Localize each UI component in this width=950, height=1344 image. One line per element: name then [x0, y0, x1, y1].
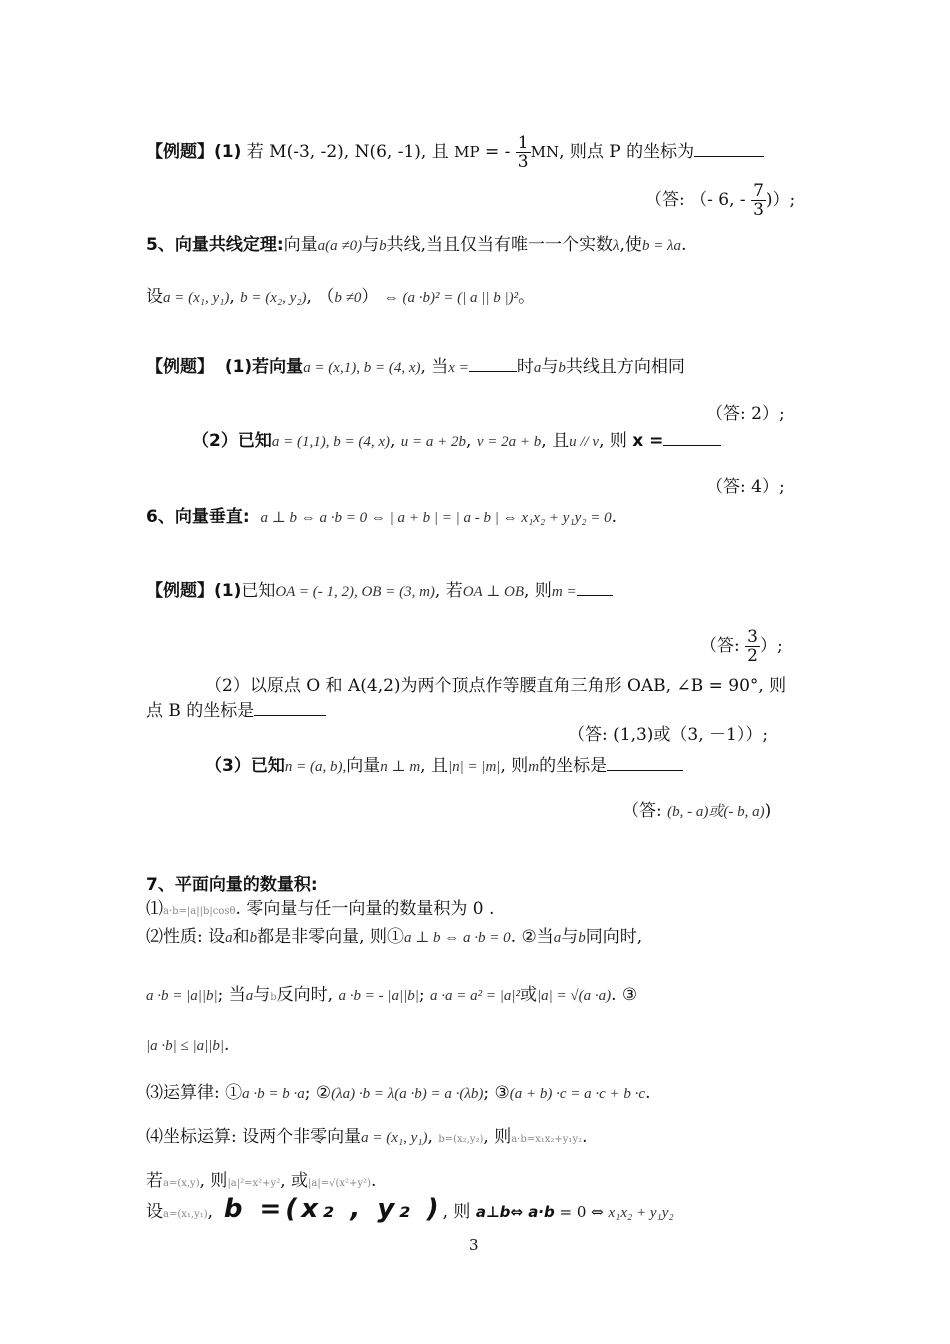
text: ,使 — [619, 235, 642, 255]
text: , 且 — [420, 756, 448, 776]
math: u // v — [569, 434, 600, 450]
text: 点 B 的坐标是 — [146, 701, 255, 721]
answer-blank — [607, 770, 683, 771]
text: 设 — [146, 287, 163, 307]
section-title: 6、向量垂直: — [146, 507, 250, 527]
math: m — [528, 759, 540, 775]
math: a — [225, 930, 233, 946]
example-text: 若 M(-3, -2), N(6, -1), 且 — [241, 142, 455, 162]
math: b — [249, 930, 258, 946]
text: , 则 — [599, 431, 633, 451]
math: n ⊥ m — [380, 759, 421, 775]
answer-blank — [694, 156, 764, 157]
tiny-math: a=(x,y) — [163, 1178, 200, 1189]
math: a = (x,1), b = (4, x) — [303, 360, 421, 376]
text: , — [427, 1127, 433, 1147]
fraction-denominator: 3 — [753, 200, 764, 220]
math: a — [533, 360, 542, 376]
example-label: 【例题】(1) — [146, 142, 242, 162]
example-3-part-2-line-2 — [146, 700, 326, 722]
math: |n| = |m| — [447, 759, 501, 775]
text: 若 — [146, 1171, 163, 1191]
text: 或 — [520, 985, 537, 1005]
text: . — [611, 507, 618, 527]
text: ⑵性质: 设 — [146, 927, 226, 947]
text: . — [582, 1127, 588, 1147]
math: a = (x₁, y₁) — [361, 1130, 428, 1146]
large-math: b =(x₂ , y₂ ) — [223, 1194, 443, 1224]
fraction-denominator: 2 — [747, 646, 758, 666]
part-label: (1)若向量 — [224, 357, 304, 377]
text: . — [223, 1035, 230, 1055]
example-3-line-1 — [146, 580, 613, 603]
text: , 则 — [442, 1202, 476, 1222]
fraction-numerator: 1 — [517, 133, 529, 153]
example-1-line — [146, 134, 764, 171]
tiny-math: a=(x₁,y₁) — [163, 1209, 208, 1220]
section-7-line-5 — [146, 1082, 650, 1105]
text: ; ② — [304, 1083, 332, 1103]
math: b = (x₂, y₂) — [240, 290, 307, 306]
tiny-math: |a|=√(x²+y²) — [308, 1178, 371, 1189]
text: 与 — [253, 985, 271, 1005]
fraction — [745, 628, 760, 665]
text: 都是非零向量, 则① — [257, 927, 404, 947]
math: (a + b) ·c = a ·c + b ·c — [509, 1086, 646, 1102]
example-label: 【例题】(1) — [146, 581, 242, 601]
answer-blank — [469, 371, 517, 372]
text: . — [370, 1171, 377, 1191]
text: , — [389, 431, 396, 451]
math: m = — [551, 584, 577, 600]
example-2-answer-2: （答: 4）; — [706, 477, 785, 497]
text: 共线且方向相同 — [565, 357, 685, 377]
text: , 则 — [524, 581, 552, 601]
equals-neg: = - — [479, 142, 516, 162]
text: ⑷坐标运算: 设两个非零向量 — [146, 1127, 362, 1147]
text: , 当 — [420, 357, 449, 377]
section-5-line-2 — [146, 286, 535, 309]
x-variable: x = — [632, 431, 664, 451]
math: n = (a, b), — [284, 759, 347, 775]
answer-prefix: （答: （- 6, - — [645, 190, 752, 210]
section-7-line-6 — [146, 1126, 588, 1151]
text: ⑶运算律: ① — [146, 1083, 243, 1103]
text: . — [681, 235, 687, 255]
vector-mp: MP — [454, 143, 480, 161]
section-5-line-1 — [146, 234, 686, 257]
fraction-numerator: 7 — [753, 181, 764, 201]
answer-blank — [577, 595, 613, 596]
math: a(a ≠0) — [317, 238, 363, 254]
section-7-line-7 — [146, 1170, 376, 1195]
section-7-line-8 — [146, 1196, 674, 1228]
text: = 0 ⇔ — [554, 1203, 609, 1221]
section-6-line — [146, 506, 617, 529]
text: 与 — [541, 357, 559, 377]
math: a ·b = - |a||b| — [338, 988, 419, 1004]
fraction-denominator: 3 — [517, 152, 529, 172]
text: 的坐标是 — [539, 756, 608, 776]
text: ） — [361, 287, 379, 307]
math: ⇔ (a ·b)² = (| a || b |)² — [383, 290, 519, 306]
example-2-line-2 — [192, 430, 721, 453]
tiny-math: b — [270, 992, 277, 1003]
text: , （ — [306, 287, 335, 307]
text: ; ③ — [483, 1083, 510, 1103]
text: 向量 — [346, 756, 381, 776]
math: x₁x₂ + y₁y₂ — [608, 1205, 674, 1221]
section-7-line-2 — [146, 926, 642, 949]
math: a ·b = |a||b| — [146, 988, 218, 1004]
text: 与 — [561, 927, 579, 947]
math: λ — [613, 238, 620, 254]
example-3-answer-1 — [700, 628, 783, 665]
answer-suffix: ）; — [759, 636, 783, 656]
math: b = λa — [641, 238, 682, 254]
answer-suffix: ) — [764, 801, 772, 821]
part-label: （3）已知 — [205, 756, 285, 776]
text: 与 — [362, 235, 380, 255]
text: , — [229, 287, 235, 307]
math: (λa) ·b = λ(a ·b) = a ·(λb) — [331, 1086, 484, 1102]
text: , 或 — [280, 1171, 309, 1191]
section-7-line-4 — [146, 1034, 229, 1057]
example-1-answer — [645, 182, 795, 219]
tiny-math: b=(x₂,y₂) — [438, 1134, 484, 1145]
math: b ≠0 — [334, 290, 362, 306]
math: |a ·b| ≤ |a||b| — [146, 1038, 224, 1054]
math: a ·a = a² = |a|² — [430, 988, 520, 1004]
tiny-math: a·b=|a||b|cosθ — [163, 906, 236, 917]
text: 设 — [146, 1202, 163, 1222]
example-2-answer-1: （答: 2）; — [706, 404, 785, 424]
example-2-line-1 — [146, 356, 685, 379]
text: ; — [418, 985, 425, 1005]
example-3-answer-3 — [622, 800, 771, 823]
answer-blank — [254, 715, 326, 716]
text: . ②当 — [510, 927, 554, 947]
text: , 若 — [434, 581, 463, 601]
text: . ③ — [611, 985, 638, 1005]
text: . 零向量与任一向量的数量积为 0 . — [235, 899, 495, 919]
bold-math: a⊥b⇔ a·b — [475, 1203, 555, 1221]
math: |a| = √(a ·a) — [537, 988, 612, 1004]
tiny-math: |a|²=x²+y² — [227, 1178, 281, 1189]
text: , 则 — [199, 1171, 228, 1191]
math: u = a + 2b — [400, 434, 467, 450]
fraction — [751, 182, 766, 219]
text: , — [466, 431, 472, 451]
math: a ⊥ b ⇔ a ·b = 0 — [403, 930, 511, 946]
page-number: 3 — [469, 1236, 479, 1254]
fraction-numerator: 3 — [747, 627, 758, 647]
answer-suffix: )）; — [765, 190, 796, 210]
math: a — [245, 988, 254, 1004]
section-7-title — [146, 874, 318, 896]
text: , — [207, 1202, 214, 1222]
section-7-line-1 — [146, 898, 494, 923]
math: a ·b = b ·a — [242, 1086, 305, 1102]
math: OA ⊥ OB — [462, 584, 525, 600]
tiny-math: a·b=x₁x₂+y₁y₂ — [511, 1134, 583, 1145]
text: ; 当 — [217, 985, 246, 1005]
math: a ⊥ b ⇔ a ·b = 0 ⇔ | a + b | = | a - b | ⇔ x₁x₂ + y₁y₂ = 0 — [260, 510, 612, 526]
section-title: 7、平面向量的数量积: — [146, 875, 318, 895]
example-3-part-3-line — [205, 755, 683, 778]
answer-prefix: （答: — [622, 801, 662, 821]
text: ⑴ — [146, 899, 163, 919]
text: , 则 — [483, 1127, 512, 1147]
math: OA = (- 1, 2), OB = (3, m) — [275, 584, 435, 600]
math: a — [553, 930, 562, 946]
section-title: 5、向量共线定理: — [146, 235, 284, 255]
fraction — [516, 134, 531, 171]
text: , 则 — [500, 756, 529, 776]
text: 同向时, — [585, 927, 643, 947]
text: , 且 — [541, 431, 570, 451]
math: b — [379, 238, 387, 254]
text: 共线,当且仅当有唯一一个实数 — [386, 235, 614, 255]
section-7-line-3 — [146, 984, 637, 1009]
example-label: 【例题】 — [146, 357, 214, 377]
example-3-part-2-line-1: （2）以原点 O 和 A(4,2)为两个顶点作等腰直角三角形 OAB, ∠B = 90°, 则 — [205, 676, 787, 696]
math: b — [558, 360, 566, 376]
answer-prefix: （答: — [700, 636, 746, 656]
vector-mn: MN — [530, 143, 560, 161]
math: (b, - a)或(- b, a) — [667, 804, 765, 820]
text: 。 — [518, 287, 536, 307]
math: b — [578, 930, 586, 946]
text: 时 — [516, 357, 534, 377]
text: 已知 — [241, 581, 276, 601]
text: 反向时, — [276, 985, 334, 1005]
answer-blank — [663, 445, 721, 446]
math: a = (x₁, y₁) — [163, 290, 230, 306]
text: 向量 — [283, 235, 318, 255]
text: . — [645, 1083, 651, 1103]
example-text: , 则点 P 的坐标为 — [559, 142, 695, 162]
example-3-answer-2: （答: (1,3)或（3, －1））; — [568, 725, 769, 745]
part-label: （2）已知 — [192, 431, 272, 451]
text: 和 — [232, 927, 250, 947]
math: v = 2a + b — [476, 434, 542, 450]
math: x = — [448, 360, 469, 376]
math: a = (1,1), b = (4, x) — [271, 434, 390, 450]
